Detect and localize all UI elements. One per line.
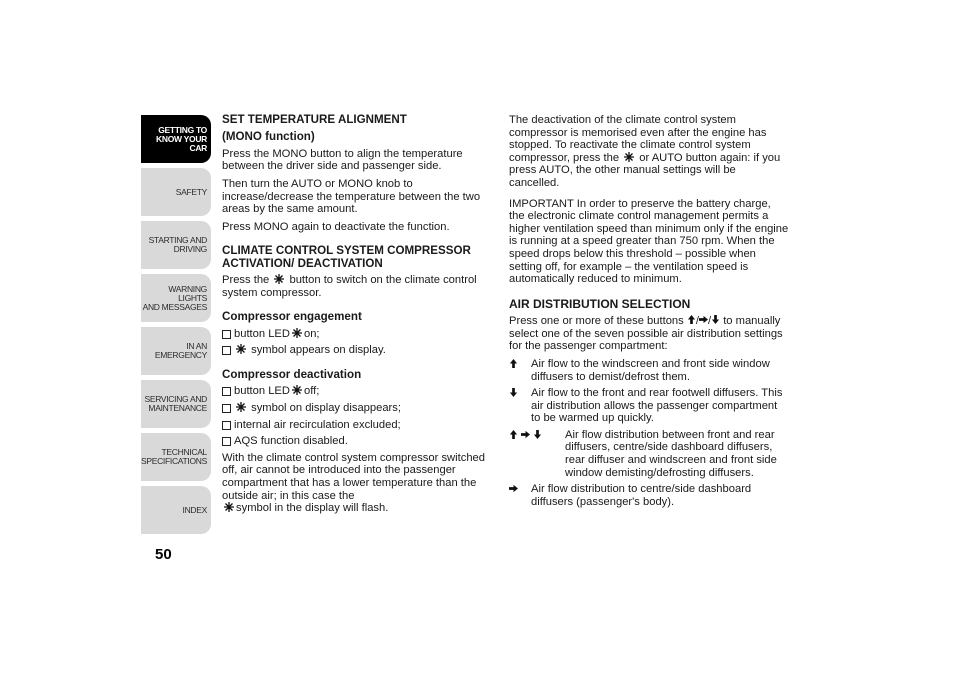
- arrow-right-icon: [521, 430, 530, 439]
- snowflake-icon: [292, 385, 302, 395]
- checkbox-bullet-icon: [222, 437, 231, 446]
- text: Press one or more of these buttons: [509, 315, 684, 328]
- tab-label: TECHNICAL SPECIFICATIONS: [140, 447, 207, 466]
- left-column: [222, 114, 494, 520]
- arrow-right-icon: [699, 315, 708, 324]
- tab-index[interactable]: [141, 486, 211, 534]
- tab-label: STARTING AND DRIVING: [148, 235, 207, 254]
- snowflake-icon: [224, 502, 234, 512]
- list-item: [509, 429, 789, 479]
- right-column: [509, 114, 789, 512]
- list-item: [509, 387, 789, 425]
- text: Air flow to the windscreen and front side window diffusers to demist/defrost them.: [531, 357, 770, 383]
- text: Press the: [222, 274, 270, 287]
- list-item: [222, 419, 494, 432]
- paragraph: [222, 452, 494, 515]
- tab-label: SAFETY: [175, 186, 207, 197]
- tab-label: WARNING LIGHTS AND MESSAGES: [142, 283, 207, 312]
- arrow-up-icon: [509, 430, 518, 439]
- text: The deactivation of the climate control system compressor is memorised even after the engine has stopped. To reactivate the climate control system compressor, press the: [509, 114, 767, 164]
- paragraph: Press MONO again to deactivate the function.: [222, 220, 450, 233]
- checkbox-bullet-icon: [222, 346, 231, 355]
- snowflake-icon: [624, 152, 634, 162]
- checkbox-bullet-icon: [222, 421, 231, 430]
- list-item: [222, 385, 494, 398]
- text: off;: [303, 385, 320, 398]
- arrow-down-icon: [533, 430, 542, 439]
- tab-label: GETTING TO KNOW YOUR CAR: [156, 124, 207, 153]
- heading-mono-sub: (MONO function): [222, 130, 315, 144]
- list-item: [222, 402, 494, 415]
- text: button LED: [234, 327, 290, 340]
- text: Air flow distribution to centre/side dashboard diffusers (passenger's body).: [531, 483, 752, 508]
- chapter-sidebar: [141, 115, 211, 539]
- page-number: 50: [155, 546, 172, 563]
- text: With the climate control system compressor switched off, air cannot be introduced into the passenger compartment that has a lower temperature than the outside air; in this case the: [222, 451, 485, 502]
- checkbox-bullet-icon: [222, 387, 231, 396]
- arrow-right-icon: [509, 484, 518, 493]
- snowflake-icon: [236, 402, 246, 412]
- arrow-up-icon: [509, 359, 518, 368]
- tab-servicing[interactable]: [141, 380, 211, 428]
- checkbox-bullet-icon: [222, 404, 231, 413]
- tab-label: INDEX: [182, 504, 207, 515]
- text: button LED: [234, 385, 290, 398]
- list-item: [509, 358, 789, 383]
- paragraph: Then turn the AUTO or MONO knob to increase/decrease the temperature between the two areas by the same amount.: [222, 178, 481, 216]
- heading-engagement: Compressor engagement: [222, 310, 362, 324]
- arrow-up-icon: [687, 315, 696, 324]
- snowflake-icon: [292, 328, 302, 338]
- heading-mono: SET TEMPERATURE ALIGNMENT: [222, 113, 407, 126]
- tab-getting-to-know-your-car[interactable]: [141, 115, 211, 163]
- heading-deactivation: Compressor deactivation: [222, 367, 362, 381]
- text: on;: [303, 327, 320, 340]
- arrow-down-icon: [711, 315, 720, 324]
- checkbox-bullet-icon: [222, 330, 231, 339]
- text: symbol in the display will flash.: [236, 502, 389, 515]
- text: button to switch on the climate control system compressor.: [222, 274, 477, 299]
- text: internal air recirculation excluded;: [234, 418, 401, 431]
- paragraph: [509, 114, 789, 190]
- tab-technical-specifications[interactable]: [141, 433, 211, 481]
- paragraph: IMPORTANT In order to preserve the battery charge, the electronic climate control management permits a higher ventilation speed than minimum only if the engine is running at a speed greater than 750 rpm. When the speed drops below this threshold – possible when setting off, for example – the ventilation speed is automatically reduced to minimum.: [509, 197, 789, 286]
- paragraph: Press one or more of these buttons / / to manually select one of the seven possible air distribution settings for the passenger compartment:: [509, 315, 783, 353]
- text: to manually select one of the seven possible air distribution settings for the passenger compartment:: [509, 315, 783, 353]
- text: symbol on display disappears;: [251, 401, 401, 414]
- tab-warning-lights[interactable]: [141, 274, 211, 322]
- text: AQS function disabled.: [234, 435, 348, 448]
- list-item: [222, 344, 494, 357]
- tab-safety[interactable]: [141, 168, 211, 216]
- tab-label: IN AN EMERGENCY: [154, 341, 207, 360]
- arrow-down-icon: [509, 388, 518, 397]
- list-item: [509, 483, 789, 508]
- heading-air-distribution: AIR DISTRIBUTION SELECTION: [509, 296, 691, 311]
- snowflake-icon: [236, 344, 246, 354]
- tab-in-an-emergency[interactable]: [141, 327, 211, 375]
- snowflake-icon: [274, 274, 284, 284]
- text: or AUTO button again: if you press AUTO, the other manual settings will be cancelled.: [509, 151, 781, 189]
- tab-label: SERVICING AND MAINTENANCE: [144, 394, 207, 413]
- list-item: [222, 435, 494, 448]
- text: Air flow to the front and rear footwell diffusers. This air distribution allows the passenger compartment to be warmed up quickly.: [531, 387, 783, 425]
- heading-compressor: CLIMATE CONTROL SYSTEM COMPRESSOR ACTIVATION/ DEACTIVATION: [222, 244, 471, 270]
- paragraph: Press the MONO button to align the temperature between the driver side and passenger side.: [222, 147, 463, 173]
- text: Air flow distribution between front and rear diffusers, centre/side dashboard diffusers, rear diffuser and windscreen and front side window demisting/defrosting diffusers.: [565, 428, 777, 479]
- list-item: [222, 328, 494, 341]
- paragraph: [222, 274, 494, 299]
- tab-starting-and-driving[interactable]: [141, 221, 211, 269]
- text: symbol appears on display.: [251, 344, 386, 357]
